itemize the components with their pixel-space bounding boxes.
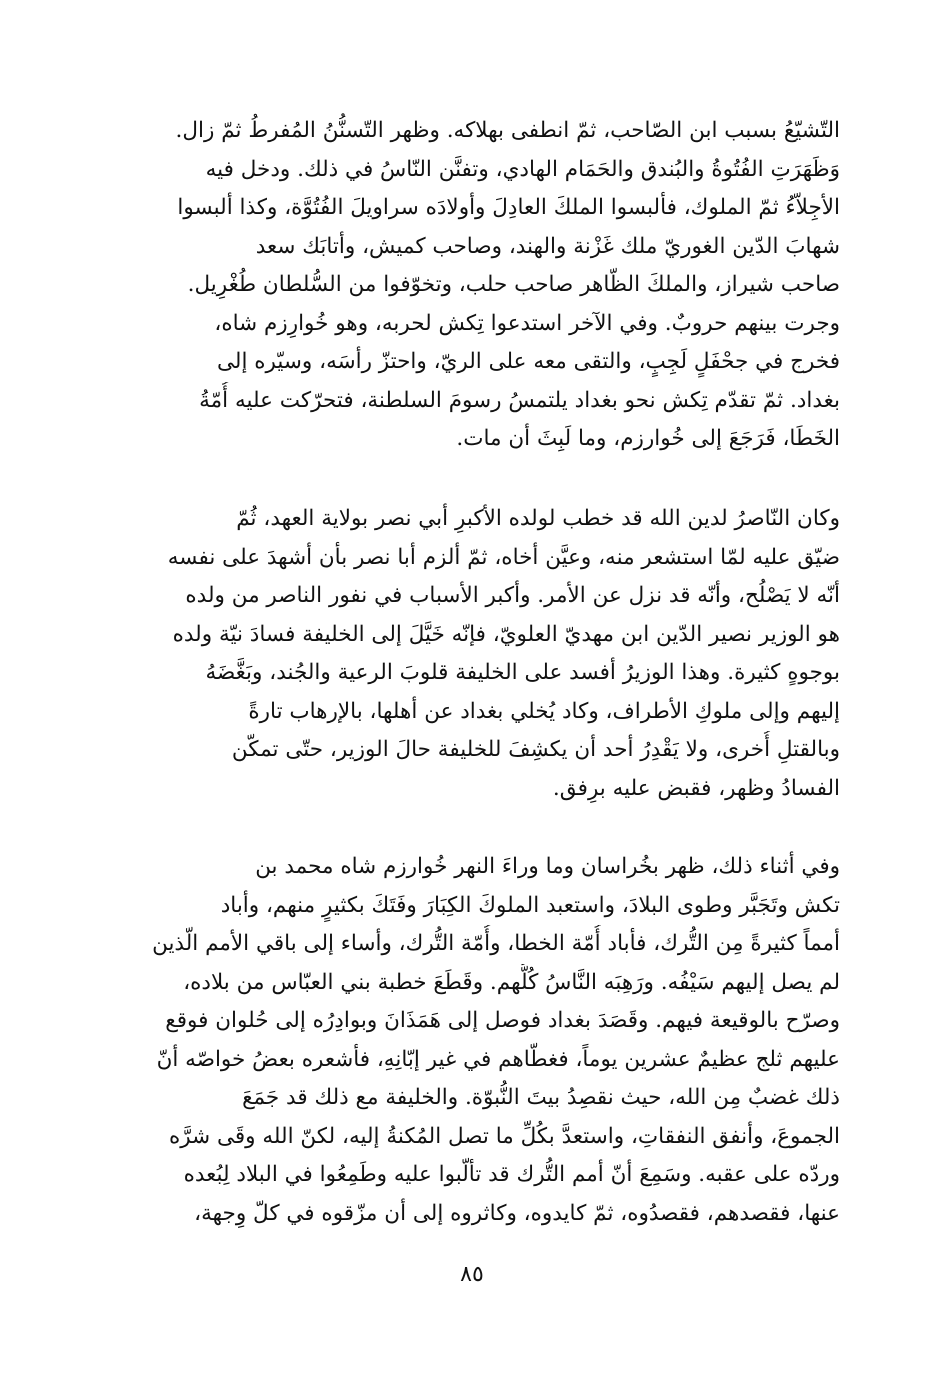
text-line: الخَطَا، فَرَجَعَ إلى خُوارزم، وما لَبِثَ أن مات. <box>456 426 840 451</box>
text-line: وجرت بينهم حروبٌ. وفي الآخر استدعوا تِكش لحربه، وهو خُوارِزم شاه، <box>214 310 840 336</box>
text-line: وبالقتلِ أُخرى، ولا يَقْدِرُ أحد أن يكشِفَ للخليفة حالَ الوزير، حتّى تمكّن <box>231 737 840 762</box>
paragraph-1 <box>112 112 840 459</box>
text-line: عليهم ثلج عظيمٌ عشرين يوماً، فغطّاهم في غير إبّانِهِ، فأشعره بعضُ خواصّه أنّ <box>156 1046 840 1072</box>
paragraph-2 <box>112 500 840 808</box>
text-line: أنّه لا يَصْلُح، وأنّه قد نزل عن الأمر. وأكبر الأسباب في نفور الناصر من ولده <box>185 583 840 608</box>
text-line: بوجوهٍ كثيرة. وهذا الوزيرُ أفسد على الخليفة قلوبَ الرعية والجُند، وبَغَّضَهُ <box>205 660 840 685</box>
text-line: الفسادُ وظهر، فقبض عليه برِفق. <box>552 775 840 801</box>
text-line: فخرج في جحْفَلٍ لَجِبٍ، والتقى معه على الريّ، واحتزّ رأسَه، وسيّره إلى <box>217 349 840 374</box>
text-line: وَظَهَرَتِ الفُتُوةُ والبُندق والحَمَام الهادي، وتفنَّن النّاسُ في ذلك. ودخل فيه <box>205 156 840 182</box>
text-line: عنها، فقصدهم، فقصدُوه، ثمّ كايدوه، وكاثروه إلى أن مزّقوه في كلّ وِجهة، <box>194 1200 840 1226</box>
text-line: وصرّح بالوقيعة فيهم. وقَصَدَ بغداد فوصل إلى هَمَذَانَ وبوادِرُه إلى حُلوان فوقع <box>165 1008 840 1033</box>
text-line: لم يصل إليهم سَيْفُه. ورَهِبَه النَّاسُ كُلُّهم. وقَطَعَ خطبة بني العبّاس من بلاده، <box>183 969 840 995</box>
text-line: هو الوزير نصير الدّين ابن مهديّ العلويّ، فإنّه خَيَّلَ إلى الخليفة فسادَ نيّة ولده <box>172 621 840 647</box>
page-number: ٨٥ <box>460 1262 484 1287</box>
text-line: وفي أثناء ذلك، ظهر بخُراسان وما وراءَ النهر خُوارزم شاه محمد بن <box>255 854 840 879</box>
paragraph-3 <box>112 848 840 1233</box>
text-line: شهابَ الدّين الغوريّ ملك غَزْنة والهند، وصاحب كميش، وأتابَك سعد <box>255 233 840 259</box>
text-line: ذلك غضبٌ مِن الله، حيث نقصِدُ بيتَ النُّبوّة. والخليفة مع ذلك قد جَمَعَ <box>242 1085 840 1110</box>
text-line: وكان النّاصرُ لدين الله قد خطب لولده الأكبرِ أبي نصر بولاية العهد، ثُمّ <box>236 506 840 531</box>
text-line: أمماً كثيرةً مِن التُّرك، فأباد أُمّة الخطا، وأُمّة التُّرك، وأساء إلى باقي الأمم الّذين <box>152 931 840 956</box>
text-line: صاحب شيراز، والملكَ الظّاهر صاحب حلب، وتخوّفوا من السُّلطان طُغْرِيل. <box>187 272 840 297</box>
text-line: الأجِلاّءُ ثمّ الملوك، فألبسوا الملكَ العادِلَ وأولادَه سراويلَ الفُتُوَّة، وكذا ألبسوا <box>177 195 840 220</box>
text-line: بغداد. ثمّ تقدّم تِكش نحو بغداد يلتمسُ رسومَ السلطنة، فتحرّكت عليه أُمّةُ <box>199 387 840 413</box>
text-line: وردّه على عقبه. وسَمِعَ أنّ أمم التُّرك قد تألّبوا عليه وطَمِعُوا في البلاد لِبُعده <box>183 1162 840 1187</box>
text-line: ضيّق عليه لمّا استشعر منه، وعيَّن أخاه، ثمّ ألزم أبا نصر بأن أشهدَ على نفسه <box>167 544 840 570</box>
text-line: تكش وتَجَبَّر وطوى البلادَ، واستعبد الملوكَ الكِبَارَ وفَتَكَ بكثيرٍ منهم، وأباد <box>220 892 840 918</box>
text-line: التّشيّعُ بسبب ابن الصّاحب، ثمّ انطفى بهلاكه. وظهر التّسنُّنُ المُفرطُ ثمّ زال. <box>175 118 840 143</box>
text-line: الجموعَ، وأنفق النفقاتِ، واستعدَّ بكُلِّ ما تصل المُكنةُ إليه، لكنّ الله وقَى شرَّه <box>169 1123 840 1149</box>
text-line: إليهم وإلى ملوكِ الأطراف، وكاد يُخلي بغداد عن أهلها، بالإرهاب تارةً <box>248 698 840 724</box>
